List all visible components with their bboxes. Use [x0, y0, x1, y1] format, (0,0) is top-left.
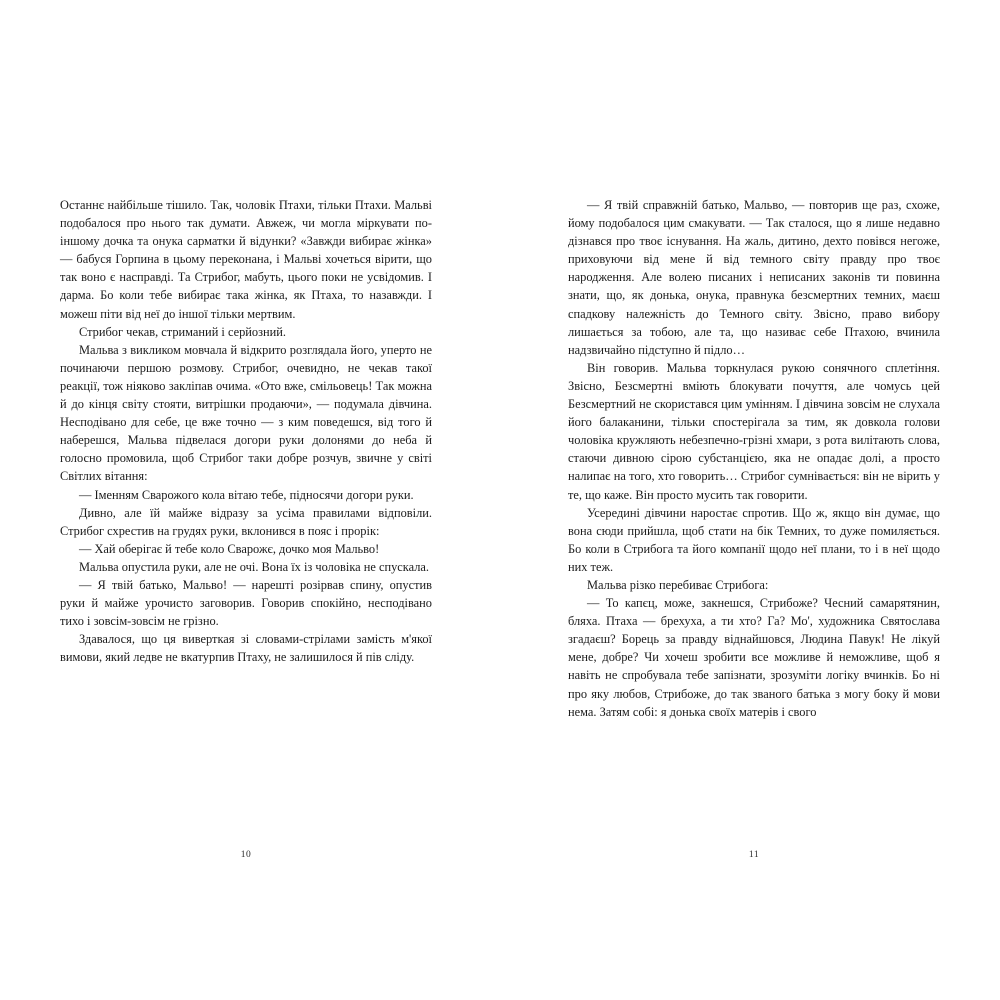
- paragraph: Мальва з викликом мовчала й відкрито розглядала його, уперто не починаючи першою розмову. Стрибог, очевидно, не чекав такої реакції, тож ніяково закліпав очима. «Ото вже, смільовець! Так можна й до кінця світу стояти, витрішки продаючи», — подумала дівчина. Несподівано для себе, це вже точно — з ким поведешся, від того й наберешся, Мальва підвелася догори руки долонями до неба й голосно промовила, щоб Стрибог таки добре розчув, звичне у світі Світлих вітання:: [60, 342, 432, 484]
- paragraph: — Я твій справжній батько, Мальво, — повторив ще раз, схоже, йому подобалося цим смакувати. — Так сталося, що я лише недавно дізнався про твоє існування. На жаль, дитино, дехто повівся негоже, приховуючи від мене й від темного світу правду про твоє народження. Але волею писаних і неписаних законів ти повинна знати, що, як донька, онука, правнука безсмертних темних, маєш спадкову належність до Темного світу. Звісно, право вибору лишається за тобою, але та, що називає себе Птахою, вчинила надзвичайно підступно й підло…: [568, 198, 940, 357]
- page-number-right: 11: [748, 850, 760, 860]
- page-right: [568, 196, 940, 860]
- paragraph: — То капєц, може, закнешся, Стрибоже? Чесний самарятянин, бляха. Птаха — брехуха, а ти хто? Га? Мо', художника Святослава згадаєш? Борець за правду віднайшовся, Людина Павук! Не лікуй мене, добре? Чи хочеш зробити все можливе й неможливе, щоб я навіть не спробувала тебе запізнати, зрозуміти логіку вчинків. Бо ні про яку любов, Стрибоже, до так званого батька з могу боку й мови нема. Затям собі: я донька своїх матерів і свого: [568, 596, 940, 719]
- page-left-body: [60, 196, 432, 666]
- paragraph: — Іменням Сварожого кола вітаю тебе, підносячи догори руки.: [79, 487, 414, 502]
- paragraph: Усередині дівчини наростає спротив. Що ж, якщо він думає, що вона сюди прийшла, щоб стати на бік Темних, то дуже помиляється. Бо коли в Стрибога та його компанії щодо неї плани, то і в неї щодо них теж.: [568, 505, 940, 574]
- paragraph: Останнє найбільше тішило. Так, чоловік Птахи, тільки Птахи. Мальві подобалося про нього так думати. Авжеж, чи могла міркувати по-іншому дочка та онука сарматки й відунки? «Завжди вибирає жінка» — бабуся Горпина в цьому переконана, і Мальві хочеться вірити, що так воно є насправді. Та Стрибог, мабуть, цього поки не усвідомив. І дарма. Бо коли тебе вибирає така жінка, як Птаха, то назавжди. І можеш піти від неї до іншої тільки мертвим.: [60, 198, 432, 321]
- paragraph: Мальва опустила руки, але не очі. Вона їх із чоловіка не спускала.: [79, 559, 430, 574]
- paragraph: Він говорив. Мальва торкнулася рукою сонячного сплетіння. Звісно, Безсмертні вміють блокувати почуття, але чомусь цей Безсмертний не скористався цим умінням. І дівчина зовсім не слухала його балаканини, тільки спостерігала за тим, як довкола голови чоловіка кружляють небезпечно-грізні хмари, з рота вилітають слова, стаючи дивною сірою субстанцією, яка не опадає долі, а просто налипає на того, хто говорить… Стрибог сумнівається: він не вірить у те, що каже. Він просто мусить так говорити.: [568, 360, 940, 502]
- paragraph: — Я твій батько, Мальво! — нарешті розірвав спину, опустив руки й майже урочисто заговорив. Говорив спокійно, несподівано тихо і зовсім-зовсім не грізно.: [60, 577, 432, 629]
- paragraph: — Хай оберігає й тебе коло Сварожє, дочко моя Мальво!: [79, 541, 380, 556]
- paragraph: Мальва різко перебиває Стрибога:: [587, 577, 769, 592]
- paragraph: Дивно, але їй майже відразу за усіма правилами відповіли. Стрибог схрестив на грудях руки, вклонився в пояс і прорік:: [60, 505, 432, 538]
- page-right-body: [568, 196, 940, 721]
- paragraph: Стрибог чекав, стриманий і серйозний.: [79, 324, 287, 339]
- page-number-left: 10: [240, 850, 252, 860]
- paragraph: Здавалося, що ця виверткая зі словами-стрілами замість м'якої вимови, який ледве не вкатурпив Птаху, не залишилося й пів сліду.: [60, 632, 432, 665]
- page-left: [60, 196, 432, 860]
